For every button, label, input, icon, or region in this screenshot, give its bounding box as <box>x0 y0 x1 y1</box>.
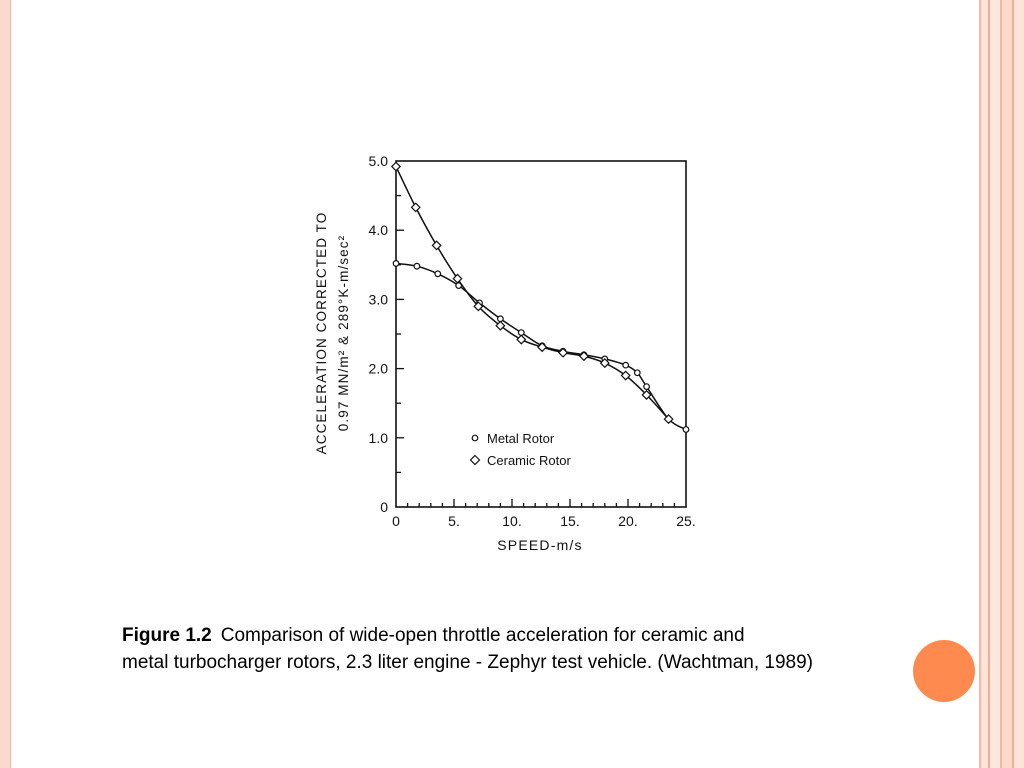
slide-left-border <box>0 0 11 768</box>
y-axis-label-line-2: 0.97 MN/m² & 289°K-m/sec² <box>336 234 351 432</box>
metal-rotor-point <box>393 261 399 267</box>
caption-text-1: Comparison of wide-open throttle acceleration for ceramic and <box>220 625 745 646</box>
y-tick-label: 2.0 <box>368 360 388 377</box>
metal-rotor-point <box>435 271 441 277</box>
metal-rotor-point <box>634 370 640 376</box>
caption-line-2: metal turbocharger rotors, 2.3 liter engine - Zephyr test vehicle. (Wachtman, 1989) <box>122 652 813 673</box>
figure-label: Figure 1.2 <box>122 625 212 646</box>
y-tick-label: 1.0 <box>368 429 388 446</box>
x-tick-label: 10. <box>502 513 522 529</box>
x-tick-label: 25. <box>676 513 696 529</box>
x-tick-label: 15. <box>560 513 580 529</box>
legend <box>471 431 572 468</box>
ceramic-rotor-point <box>517 335 525 343</box>
y-tick-label: 5.0 <box>368 153 388 169</box>
x-axis <box>392 499 696 529</box>
ceramic-rotor-point <box>412 203 420 211</box>
legend-metal-marker <box>472 435 478 441</box>
x-axis-label: SPEED-m/s <box>497 537 583 553</box>
y-tick-label: 3.0 <box>368 291 388 308</box>
x-tick-label: 0 <box>392 513 400 529</box>
metal-rotor-point <box>414 263 420 269</box>
metal-rotor-point <box>623 362 629 368</box>
y-axis-label-line-1: ACCELERATION CORRECTED TO <box>314 211 329 455</box>
x-tick-label: 5. <box>448 513 460 529</box>
legend-ceramic-label: Ceramic Rotor <box>487 453 571 468</box>
series-layer <box>392 162 689 432</box>
figure-caption <box>122 622 972 676</box>
slide-right-border <box>976 0 1024 768</box>
ceramic-rotor-point <box>392 162 400 170</box>
metal-rotor-point <box>683 427 689 433</box>
ceramic-rotor-point <box>432 241 440 249</box>
legend-metal-label: Metal Rotor <box>487 431 555 446</box>
y-axis <box>369 153 404 515</box>
y-tick-label: 0 <box>380 499 388 515</box>
legend-ceramic-marker <box>471 456 480 465</box>
metal-rotor-point <box>644 384 650 390</box>
ceramic-rotor-line <box>396 167 669 420</box>
acceleration-chart <box>290 138 730 578</box>
y-tick-label: 4.0 <box>368 222 388 239</box>
caption-line-1 <box>122 622 972 649</box>
acceleration-chart-svg <box>290 138 730 578</box>
x-tick-label: 20. <box>618 513 638 529</box>
